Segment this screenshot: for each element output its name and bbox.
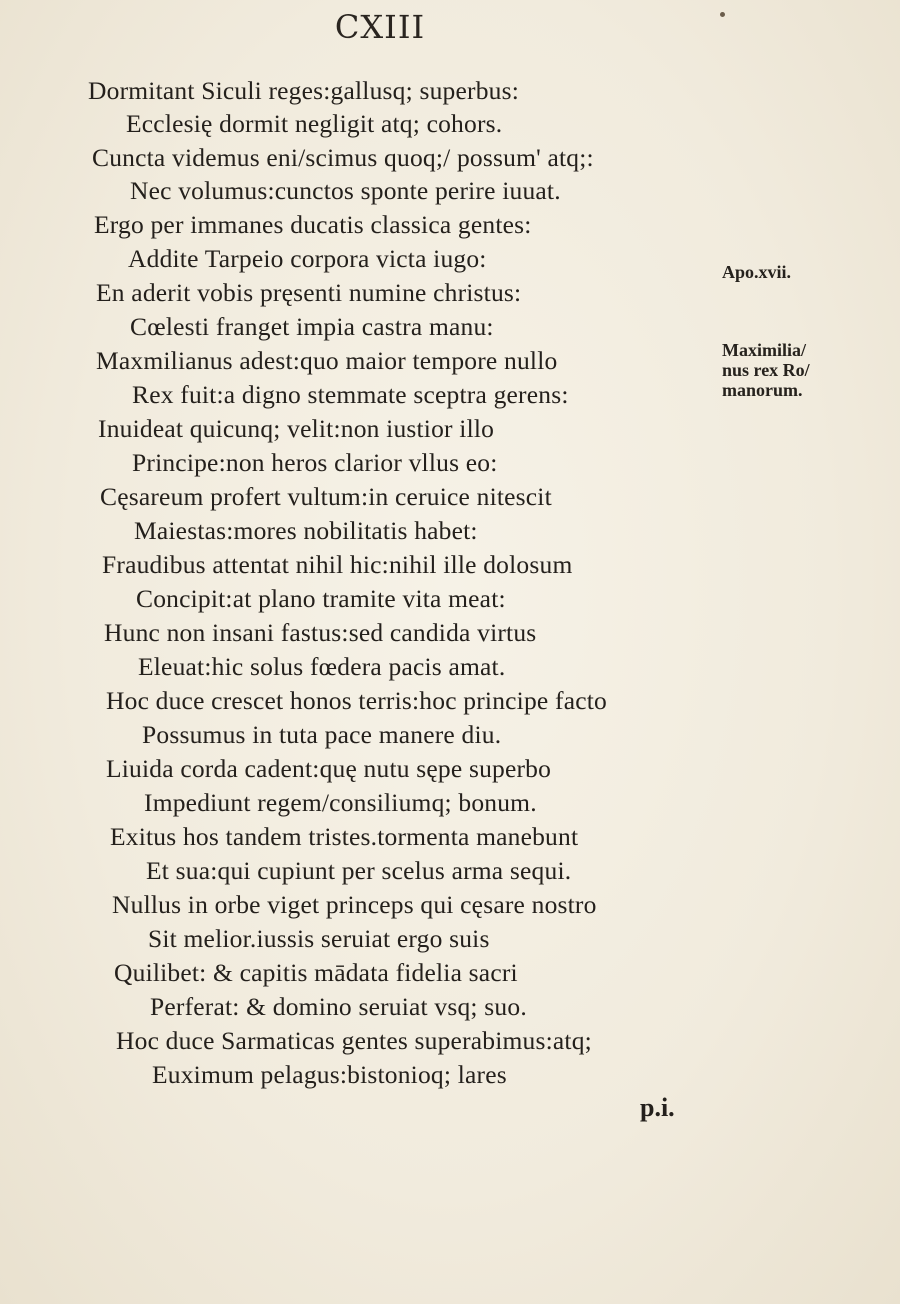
verse-line-15: Fraudibus attentat nihil hic:nihil ille dolosum bbox=[102, 550, 573, 579]
verse-line-27: Quilibet: & capitis mādata fidelia sacri bbox=[114, 958, 518, 987]
verse-line-17: Hunc non insani fastus:sed candida virtus bbox=[104, 618, 537, 647]
verse-line-12: Principe:non heros clarior vllus eo: bbox=[132, 448, 498, 477]
verse-line-2: Ecclesię dormit negligit atq; cohors. bbox=[126, 109, 503, 138]
catchword-signature: p.i. bbox=[640, 1093, 675, 1122]
verse-line-18: Eleuat:hic solus fœdera pacis amat. bbox=[138, 652, 506, 681]
verse-line-21: Liuida corda cadent:quę nutu sępe superbo bbox=[106, 754, 552, 783]
verse-line-26: Sit melior.iussis seruiat ergo suis bbox=[148, 924, 490, 953]
verse-line-29: Hoc duce Sarmaticas gentes superabimus:atq; bbox=[116, 1026, 592, 1055]
verse-line-23: Exitus hos tandem tristes.tormenta manebunt bbox=[110, 822, 579, 851]
verse-line-6: Addite Tarpeio corpora victa iugo: bbox=[128, 244, 487, 273]
margin-note-maximilian: Maximilia/ nus rex Ro/ manorum. bbox=[722, 340, 810, 400]
verse-line-13: Cęsareum profert vultum:in ceruice nitescit bbox=[100, 482, 552, 511]
verse-line-25: Nullus in orbe viget princeps qui cęsare nostro bbox=[112, 890, 597, 919]
verse-line-14: Maiestas:mores nobilitatis habet: bbox=[134, 516, 478, 545]
verse-line-7: En aderit vobis pręsenti numine christus: bbox=[96, 278, 522, 307]
verse-line-20: Possumus in tuta pace manere diu. bbox=[142, 720, 502, 749]
verse-line-24: Et sua:qui cupiunt per scelus arma sequi. bbox=[146, 856, 572, 885]
verse-line-11: Inuideat quicunq; velit:non iustior illo bbox=[98, 414, 495, 443]
verse-line-10: Rex fuit:a digno stemmate sceptra gerens: bbox=[132, 380, 569, 409]
verse-line-8: Cœlesti franget impia castra manu: bbox=[130, 312, 494, 341]
verse-line-19: Hoc duce crescet honos terris:hoc principe facto bbox=[106, 686, 607, 715]
verse-line-3: Cuncta videmus eni/scimus quoq;/ possum' atq;: bbox=[92, 143, 594, 172]
verse-line-5: Ergo per immanes ducatis classica gentes: bbox=[94, 210, 532, 239]
verse-line-9: Maxmilianus adest:quo maior tempore nullo bbox=[96, 346, 558, 375]
verse-line-22: Impediunt regem/consiliumq; bonum. bbox=[144, 788, 537, 817]
verse-line-4: Nec volumus:cunctos sponte perire iuuat. bbox=[130, 176, 561, 205]
page-number: CXIII bbox=[334, 8, 426, 46]
verse-line-28: Perferat: & domino seruiat vsq; suo. bbox=[150, 992, 527, 1021]
verse-line-1: Dormitant Siculi reges:gallusq; superbus: bbox=[88, 76, 520, 105]
verse-line-30: Euximum pelagus:bistonioq; lares bbox=[152, 1060, 507, 1089]
verse-line-16: Concipit:at plano tramite vita meat: bbox=[136, 584, 506, 613]
margin-note-apocalypse: Apo.xvii. bbox=[722, 262, 792, 282]
